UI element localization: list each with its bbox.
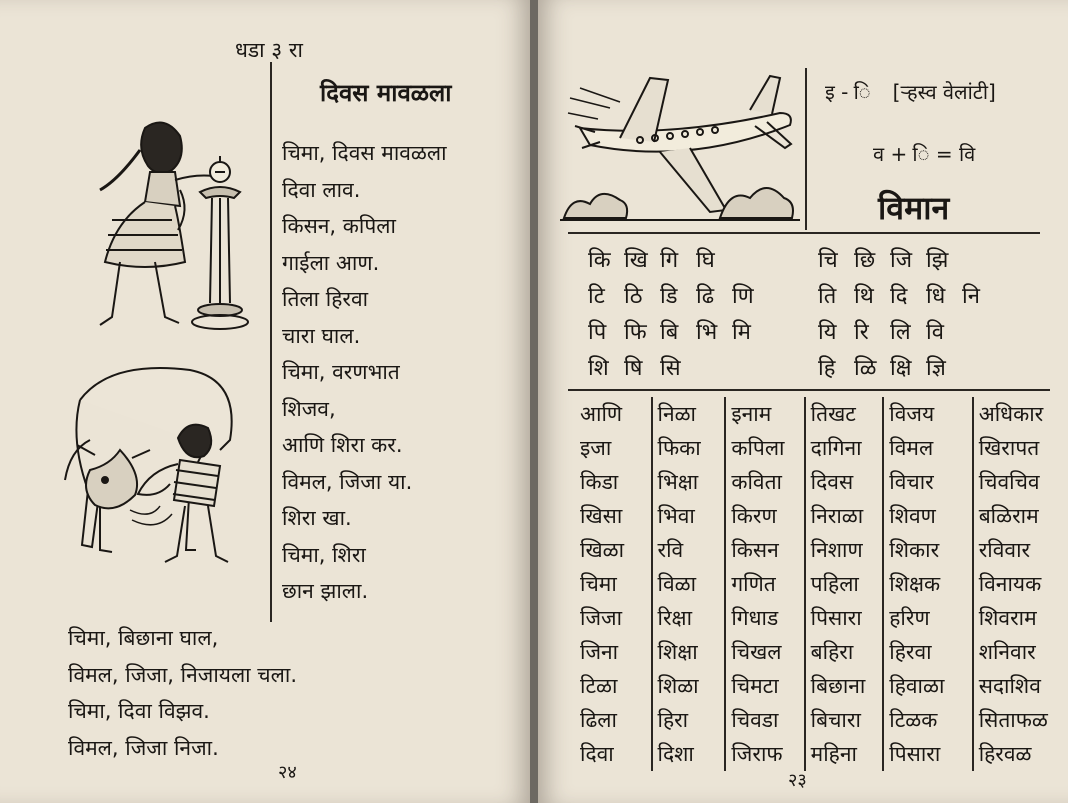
word-cell: बिचारा	[805, 703, 884, 737]
syllable: चि	[818, 248, 838, 273]
poem-line: चिमा, वरणभात	[282, 360, 400, 384]
syllable: रि	[854, 320, 869, 345]
syllable-row	[588, 315, 768, 351]
poem-line: किसन, कपिला	[282, 214, 396, 238]
left-page	[0, 0, 530, 803]
syllable: बि	[660, 320, 679, 345]
syllable: फि	[624, 320, 647, 345]
word-cell: रविवार	[973, 533, 1068, 567]
keyword: विमान	[878, 189, 950, 227]
word-cell: किसन	[725, 533, 804, 567]
header-rule	[568, 232, 1040, 234]
syllables-left	[588, 243, 768, 387]
word-cell: गिधाड	[725, 601, 804, 635]
word-cell: विजय	[883, 397, 972, 431]
word-cell: दागिना	[805, 431, 884, 465]
poem-line: शिजव,	[282, 396, 336, 421]
poem-line: आणि शिरा कर.	[282, 433, 403, 457]
word-cell: विचार	[883, 465, 972, 499]
syllable: णि	[732, 284, 754, 309]
syllable: थि	[854, 284, 874, 309]
poem-line: चिमा, दिवा विझव.	[68, 699, 210, 723]
word-cell: विळा	[652, 567, 726, 601]
syllable: दि	[890, 284, 908, 309]
girl-lighting-lamp-illustration	[50, 110, 260, 340]
word-cell: रिक्षा	[652, 601, 726, 635]
word-cell: निशाण	[805, 533, 884, 567]
word-cell: बहिरा	[805, 635, 884, 669]
word-cell: चिमा	[580, 572, 617, 596]
column-divider	[270, 62, 272, 622]
syllable: हि	[818, 356, 836, 381]
syllable: डि	[660, 284, 678, 309]
boy-with-cow-illustration	[60, 360, 270, 600]
word-cell: निळा	[652, 397, 726, 431]
word-cell: आणि	[580, 402, 623, 426]
word-cell: जिराफ	[725, 737, 804, 771]
vowel-sign-name: [ऱ्हस्व वेलांटी]	[892, 80, 996, 104]
word-cell: इजा	[580, 436, 612, 460]
syllable: शि	[588, 356, 609, 381]
syllable: ज्ञि	[926, 356, 946, 381]
poem-main	[282, 135, 447, 610]
word-cell: शिळा	[652, 669, 726, 703]
syllable: झि	[926, 248, 949, 273]
word-cell: विनायक	[973, 567, 1068, 601]
formula: व + ि = वि	[873, 142, 976, 166]
word-cell: निराळा	[805, 499, 884, 533]
syllable: धि	[926, 284, 946, 309]
word-row	[575, 533, 1068, 567]
word-cell: खिसा	[580, 504, 623, 528]
poem-line: चिमा, शिरा	[282, 542, 366, 567]
word-cell: सिताफळ	[973, 703, 1068, 737]
word-row	[575, 499, 1068, 533]
word-cell: हिरा	[652, 703, 726, 737]
word-row	[575, 567, 1068, 601]
word-cell: चिवचिव	[973, 465, 1068, 499]
word-cell: शिक्षक	[883, 567, 972, 601]
header-divider	[805, 68, 807, 230]
syllable-row	[818, 279, 998, 315]
syllable: जि	[890, 248, 913, 273]
poem-line: तिला हिरवा	[282, 287, 369, 311]
syllable: गि	[660, 248, 679, 273]
syllable: ठि	[624, 284, 643, 309]
syllable-row	[818, 243, 998, 279]
word-cell: ढिला	[580, 708, 617, 732]
word-cell: हरिण	[883, 601, 972, 635]
word-cell: शिवण	[883, 499, 972, 533]
word-cell: टिळा	[580, 674, 618, 698]
word-cell: चिखल	[725, 635, 804, 669]
word-row	[575, 601, 1068, 635]
word-cell: फिका	[652, 431, 726, 465]
word-cell: टिळक	[883, 703, 972, 737]
word-cell: कपिला	[725, 431, 804, 465]
word-row	[575, 703, 1068, 737]
syllable: ळि	[854, 356, 877, 381]
word-cell: भिक्षा	[652, 465, 726, 499]
right-page	[538, 0, 1068, 803]
syllable: कि	[588, 248, 611, 273]
poem-line: गाईला आण.	[282, 250, 380, 275]
poem-line: चारा घाल.	[282, 323, 361, 348]
word-cell: बळिराम	[973, 499, 1068, 533]
word-cell: रवि	[652, 533, 726, 567]
word-cell: जिना	[580, 640, 619, 664]
word-cell: पिसारा	[805, 601, 884, 635]
word-cell: किरण	[725, 499, 804, 533]
word-cell: शनिवार	[973, 635, 1068, 669]
word-row	[575, 635, 1068, 669]
page-number: २४	[278, 762, 297, 783]
lesson-number: धडा ३ रा	[235, 38, 303, 62]
word-row	[575, 397, 1068, 431]
page-number: २३	[788, 770, 807, 791]
word-cell: गणित	[725, 567, 804, 601]
lesson-title: दिवस मावळला	[320, 79, 452, 107]
word-cell: किडा	[580, 470, 619, 494]
word-cell: अधिकार	[973, 397, 1068, 431]
word-cell: भिवा	[652, 499, 726, 533]
syllable-row	[588, 243, 768, 279]
syllable: वि	[926, 320, 944, 345]
word-cell: दिवा	[580, 742, 614, 766]
poem-line: विमल, जिजा निजा.	[68, 735, 219, 760]
poem-line: छान झाला.	[282, 579, 369, 603]
word-cell: दिवस	[805, 465, 884, 499]
word-cell: खिळा	[580, 538, 625, 562]
word-cell: कविता	[725, 465, 804, 499]
syllable: सि	[660, 356, 681, 381]
syllable: ति	[818, 284, 837, 309]
poem-line: विमल, जिजा, निजायला चला.	[68, 662, 297, 687]
word-cell: पहिला	[805, 567, 884, 601]
syllable: छि	[854, 248, 876, 273]
word-row	[575, 431, 1068, 465]
word-cell: शिवराम	[973, 601, 1068, 635]
word-cell: चिमटा	[725, 669, 804, 703]
syllable-row	[588, 351, 768, 387]
poem-line: शिरा खा.	[282, 506, 352, 530]
word-cell: दिशा	[652, 737, 726, 771]
word-cell: महिना	[805, 737, 884, 771]
word-cell: खिरापत	[973, 431, 1068, 465]
poem-bottom	[68, 620, 297, 766]
word-cell: तिखट	[805, 397, 884, 431]
syllable: भि	[696, 320, 718, 345]
word-cell: हिरवा	[883, 635, 972, 669]
word-cell: इनाम	[725, 397, 804, 431]
word-row	[575, 669, 1068, 703]
syllable: लि	[890, 320, 911, 345]
word-cell: विमल	[883, 431, 972, 465]
syllable: नि	[962, 284, 980, 309]
vowel-sign: इ - ि	[825, 80, 871, 104]
word-cell: हिवाळा	[883, 669, 972, 703]
poem-line: चिमा, दिवस मावळला	[282, 141, 447, 165]
syllable: टि	[588, 284, 605, 309]
syllable: खि	[624, 248, 648, 273]
word-cell: बिछाना	[805, 669, 884, 703]
syllable: घि	[696, 248, 715, 273]
word-row	[575, 465, 1068, 499]
syllable: यि	[818, 320, 837, 345]
syllable-rule	[568, 389, 1050, 391]
word-cell: सदाशिव	[973, 669, 1068, 703]
word-cell: शिक्षा	[652, 635, 726, 669]
syllable-row	[588, 279, 768, 315]
poem-line: दिवा लाव.	[282, 177, 361, 202]
syllable: मि	[732, 320, 751, 345]
syllable: षि	[624, 356, 643, 381]
syllable-row	[818, 351, 998, 387]
syllable-row	[818, 315, 998, 351]
poem-line: चिमा, बिछाना घाल,	[68, 626, 219, 650]
syllable: क्षि	[890, 356, 912, 381]
word-cell: हिरवळ	[973, 737, 1068, 771]
vowel-sign-heading	[825, 78, 996, 105]
word-cell: चिवडा	[725, 703, 804, 737]
word-table	[575, 397, 1068, 771]
word-cell: पिसारा	[883, 737, 972, 771]
syllable: ढि	[696, 284, 715, 309]
word-row	[575, 737, 1068, 771]
syllable: पि	[588, 320, 607, 345]
word-cell: शिकार	[883, 533, 972, 567]
airplane-illustration	[560, 68, 800, 228]
word-cell: जिजा	[580, 606, 623, 630]
syllables-right	[818, 243, 998, 387]
poem-line: विमल, जिजा या.	[282, 469, 413, 494]
